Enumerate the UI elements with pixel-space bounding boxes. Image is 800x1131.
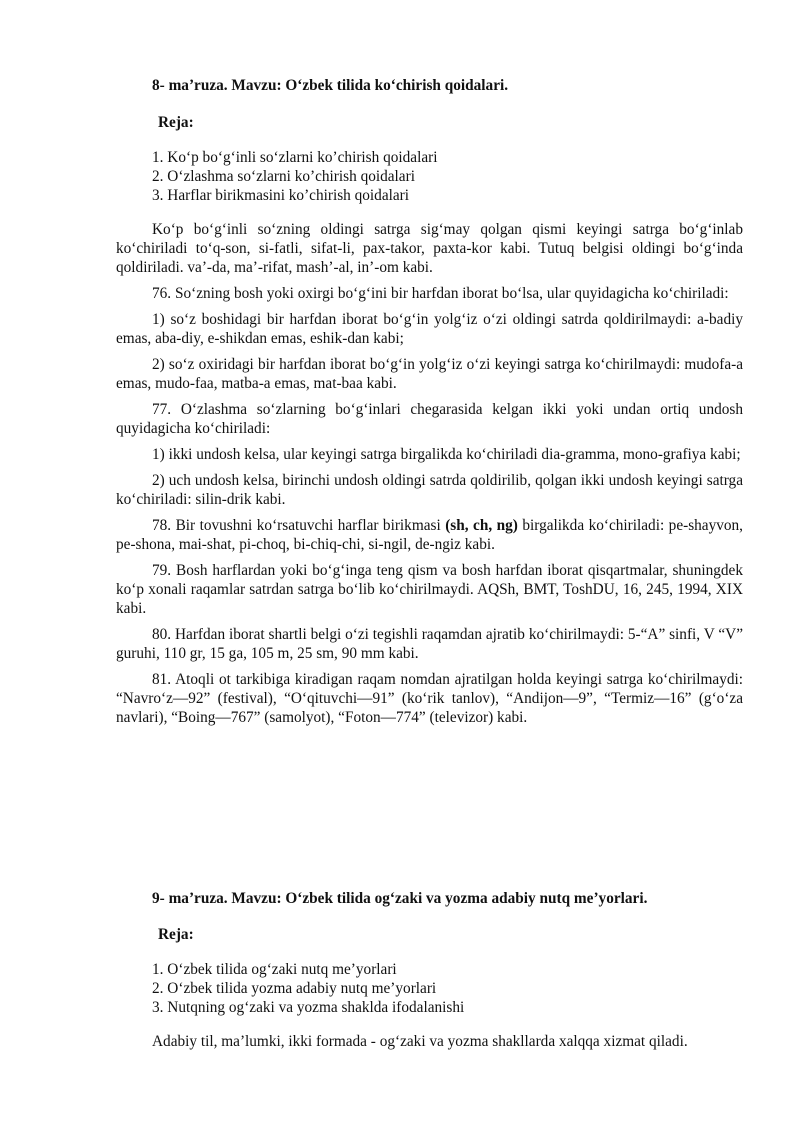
lecture-9-body [116, 1032, 743, 1058]
plan-item: 2. O‘zbek tilida yozma adabiy nutq me’yorlari [152, 980, 437, 997]
paragraph: 76. So‘zning bosh yoki oxirgi bo‘g‘ini bir harfdan iborat bo‘lsa, ular quyidagicha ko‘chiriladi: [152, 285, 729, 302]
paragraph [116, 516, 743, 554]
plan-item: 3. Harflar birikmasini ko’chirish qoidalari [152, 187, 409, 204]
plan-item: 2. O‘zlashma so‘zlarni ko’chirish qoidalari [152, 168, 415, 185]
lecture-9-title: 9- ma’ruza. Mavzu: O‘zbek tilida og‘zaki va yozma adabiy nutq me’yorlari. [152, 890, 648, 907]
bold-letter-combinations: (sh, ch, ng) [445, 517, 518, 534]
paragraph: 77. O‘zlashma so‘zlarning bo‘g‘inlari chegarasida kelgan ikki yoki undan ortiq undosh quyidagicha ko‘chiriladi: [116, 401, 743, 437]
paragraph: Ko‘p bo‘g‘inli so‘zning oldingi satrga sig‘may qolgan qismi keyingi satrga bo‘g‘inlab ko‘chiriladi to‘q-son, si-fatli, sifat-li, pax-takor, paxta-kor kabi. Tutuq belgisi oldingi bo‘g‘inda qoldiriladi. va’-da, ma’-rifat, mash’-al, in’-om kabi. [116, 221, 743, 276]
lecture-8-plan-label: Reja: [158, 114, 194, 131]
plan-item: 1. Ko‘p bo‘g‘inli so‘zlarni ko’chirish qoidalari [152, 149, 438, 166]
paragraph: 81. Atoqli ot tarkibiga kiradigan raqam nomdan ajratilgan holda keyingi satrga ko‘chirilmaydi: “Navro‘z—92” (festival), “O‘qituvchi—91” (ko‘rik tanlov), “Andijon—9”, “Termiz—16” (g‘o‘za navlari), “Boing—767” (samolyot), “Foton—774” (televizor) kabi. [116, 671, 743, 726]
plan-item: 3. Nutqning og‘zaki va yozma shaklda ifodalanishi [152, 999, 465, 1016]
lecture-8-title: 8- ma’ruza. Mavzu: O‘zbek tilida ko‘chirish qoidalari. [152, 77, 509, 94]
lecture-8-plan-list [152, 148, 437, 205]
plan-item: 1. O‘zbek tilida og‘zaki nutq me’yorlari [152, 961, 397, 978]
paragraph-text: birgalikda ko‘chiriladi: pe-shayvon, pe-shona, mai-shat, pi-choq, bi-chiq-chi, si-ngil, de-ngiz kabi. [116, 517, 744, 553]
paragraph: 2) so‘z oxiridagi bir harfdan iborat bo‘g‘in yolg‘iz o‘zi keyingi satrga ko‘chirilmaydi: mudofa-a emas, mudo-faa, matba-a emas, mat-baa kabi. [116, 356, 743, 392]
lecture-8-body [116, 220, 743, 734]
paragraph: 79. Bosh harflardan yoki bo‘g‘inga teng qism va bosh harfdan iborat qisqartmalar, shuningdek ko‘p xonali raqamlar satrdan satrga bo‘lib ko‘chirilmaydi. AQSh, BMT, ToshDU, 16, 245, 1994, XIX kabi. [116, 562, 743, 617]
paragraph: Adabiy til, ma’lumki, ikki formada - og‘zaki va yozma shakllarda xalqqa xizmat qiladi. [152, 1033, 688, 1050]
paragraph: 1) so‘z boshidagi bir harfdan iborat bo‘g‘in yolg‘iz o‘zi oldingi satrda qoldirilmaydi: a-badiy emas, aba-diy, e-shikdan emas, eshik-dan kabi; [116, 311, 743, 347]
paragraph: 1) ikki undosh kelsa, ular keyingi satrga birgalikda ko‘chiriladi dia-gramma, mono-grafiya kabi; [152, 446, 741, 463]
lecture-9-plan-list [152, 960, 464, 1017]
paragraph: 80. Harfdan iborat shartli belgi o‘zi tegishli raqamdan ajratib ko‘chirilmaydi: 5-“A” sinfi, V “V” guruhi, 110 gr, 15 ga, 105 m, 25 sm, 90 mm kabi. [116, 626, 743, 662]
lecture-9-plan-label: Reja: [158, 926, 194, 943]
paragraph-text: 78. Bir tovushni ko‘rsatuvchi harflar birikmasi [152, 517, 446, 534]
paragraph: 2) uch undosh kelsa, birinchi undosh oldingi satrda qoldirilib, qolgan ikki undosh keyingi satrga ko‘chiriladi: silin-drik kabi. [116, 472, 743, 508]
